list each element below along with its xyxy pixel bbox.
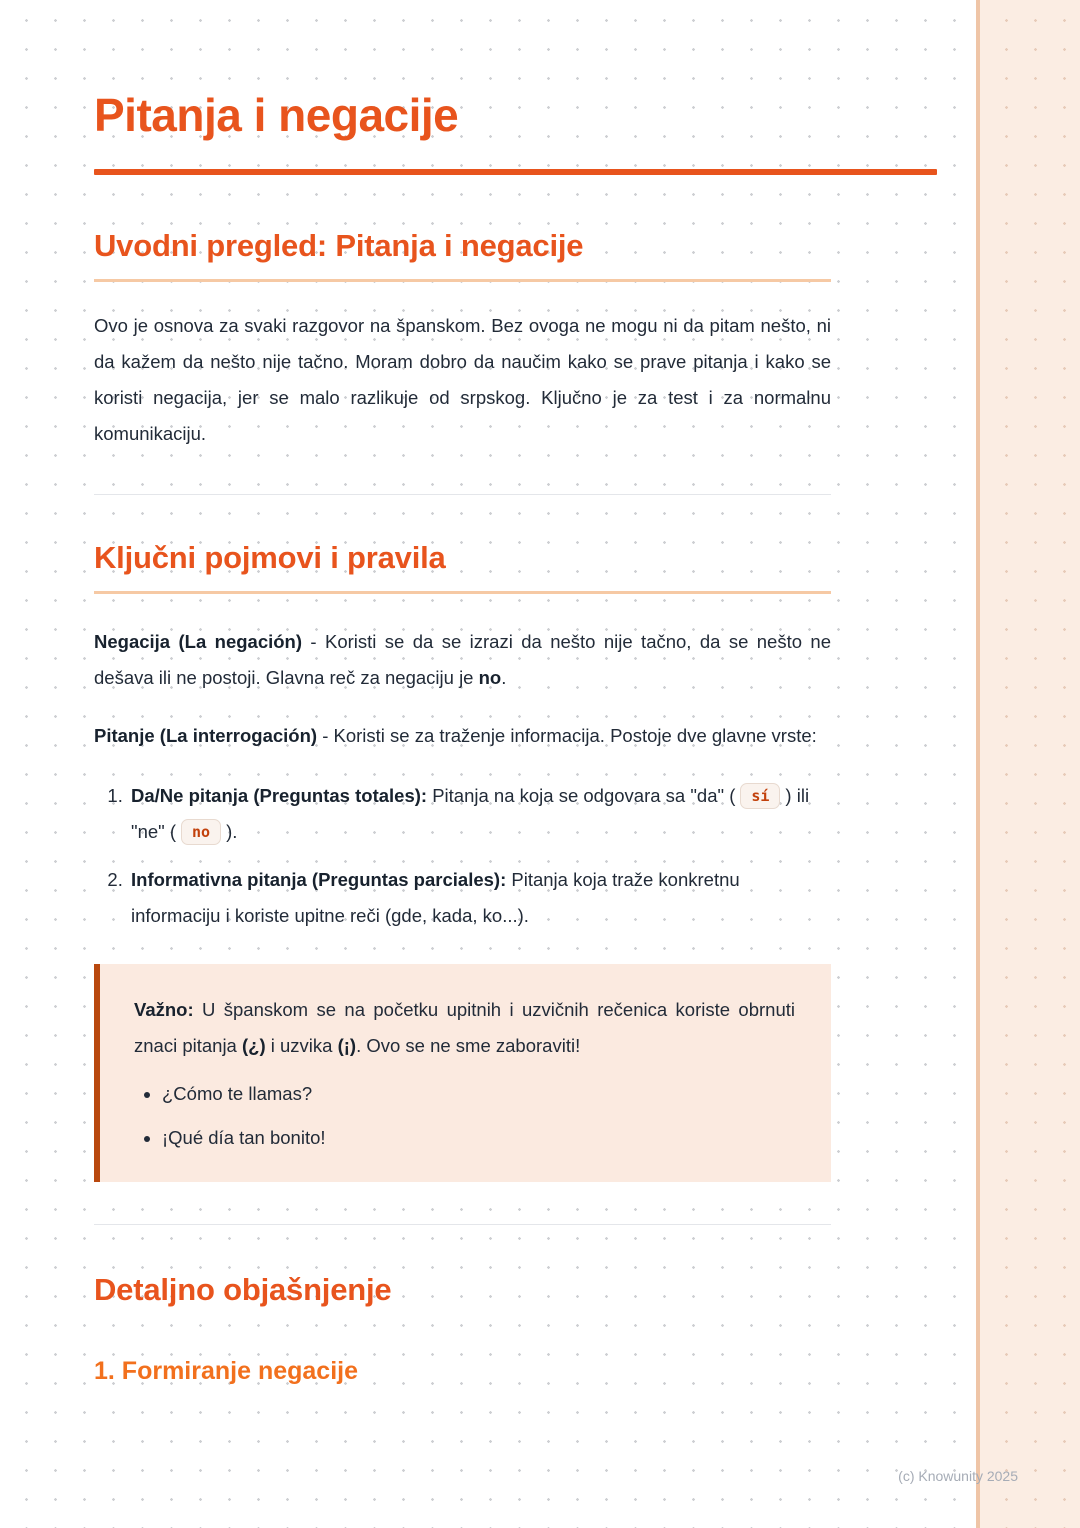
inline-code-no: no: [181, 819, 221, 845]
list-item-partial-questions: [128, 862, 831, 934]
list-item-text: ).: [226, 820, 238, 842]
key-concepts-heading: Ključni pojmovi i pravila: [94, 539, 831, 594]
section-details: [94, 1271, 831, 1387]
callout-example-question: • ¿Cómo te llamas?: [162, 1076, 795, 1112]
list-item-text: Pitanja koja traže konkretnu informaciju i koriste upitne reči (gde, kada, ko...).: [131, 868, 740, 926]
negation-paragraph: [94, 624, 831, 696]
negation-tail: .: [501, 666, 507, 688]
question-term: Pitanje (La interrogación): [94, 724, 318, 746]
list-item-text: Pitanja na koja se odgovara sa "da" (: [427, 784, 736, 806]
section-intro: [94, 227, 831, 452]
callout-inverted-exclamation-mark: (¡): [337, 1034, 357, 1056]
question-text: - Koristi se za traženje informacija. Postoje dve glavne vrste:: [317, 724, 817, 746]
question-paragraph: [94, 718, 831, 754]
section-divider: [94, 1224, 831, 1225]
list-item-text: ) ili "ne" (: [131, 784, 810, 842]
intro-paragraph: Ovo je osnova za svaki razgovor na španskom. Bez ovoga ne mogu ni da pitam nešto, ni da kažem da nešto nije tačno. Moram dobro da naučim kako se prave pitanja i kako se koristi negacija, jer se malo razlikuje od srpskog. Ključno je za test i za normalnu komunikaciju.: [94, 314, 831, 444]
negation-text: - Koristi se da se izrazi da nešto nije tačno, da se nešto ne dešava ili ne postoji. Glavna reč za negaciju je: [94, 630, 832, 688]
page-title: Pitanja i negacije: [94, 89, 459, 141]
details-heading: Detaljno objašnjenje: [94, 1271, 392, 1307]
section-divider: [94, 494, 831, 495]
callout-examples-list: [134, 1076, 795, 1156]
callout-label: Važno:: [134, 998, 194, 1020]
callout-inverted-question-mark: (¿): [241, 1034, 266, 1056]
copyright-footer: (c) Knowunity 2025: [898, 1468, 1018, 1484]
inline-code-si: sí: [740, 783, 780, 809]
list-item-lead: Informativna pitanja (Preguntas parciales):: [131, 868, 507, 890]
negation-term: Negacija (La negación): [94, 630, 303, 652]
list-item-total-questions: [128, 778, 831, 850]
important-callout: [94, 964, 831, 1182]
callout-text: i uzvika: [265, 1034, 338, 1056]
callout-text: U španskom se na početku upitnih i uzvičnih rečenica koriste obrnuti znaci pitanja: [134, 998, 795, 1056]
content-area: [94, 0, 831, 1386]
details-subheading: 1. Formiranje negacije: [94, 1357, 358, 1386]
section-key-concepts: [94, 539, 831, 1182]
callout-example-exclamation: • ¡Qué día tan bonito!: [162, 1120, 795, 1156]
title-divider: [94, 169, 937, 175]
list-item-lead: Da/Ne pitanja (Preguntas totales):: [131, 784, 428, 806]
callout-paragraph: [134, 992, 795, 1064]
question-types-list: [94, 778, 831, 934]
negation-keyword: no: [478, 666, 502, 688]
page-edge-strip: [976, 0, 1080, 1528]
intro-heading: Uvodni pregled: Pitanja i negacije: [94, 227, 831, 282]
callout-text: . Ovo se ne sme zaboraviti!: [356, 1034, 581, 1056]
